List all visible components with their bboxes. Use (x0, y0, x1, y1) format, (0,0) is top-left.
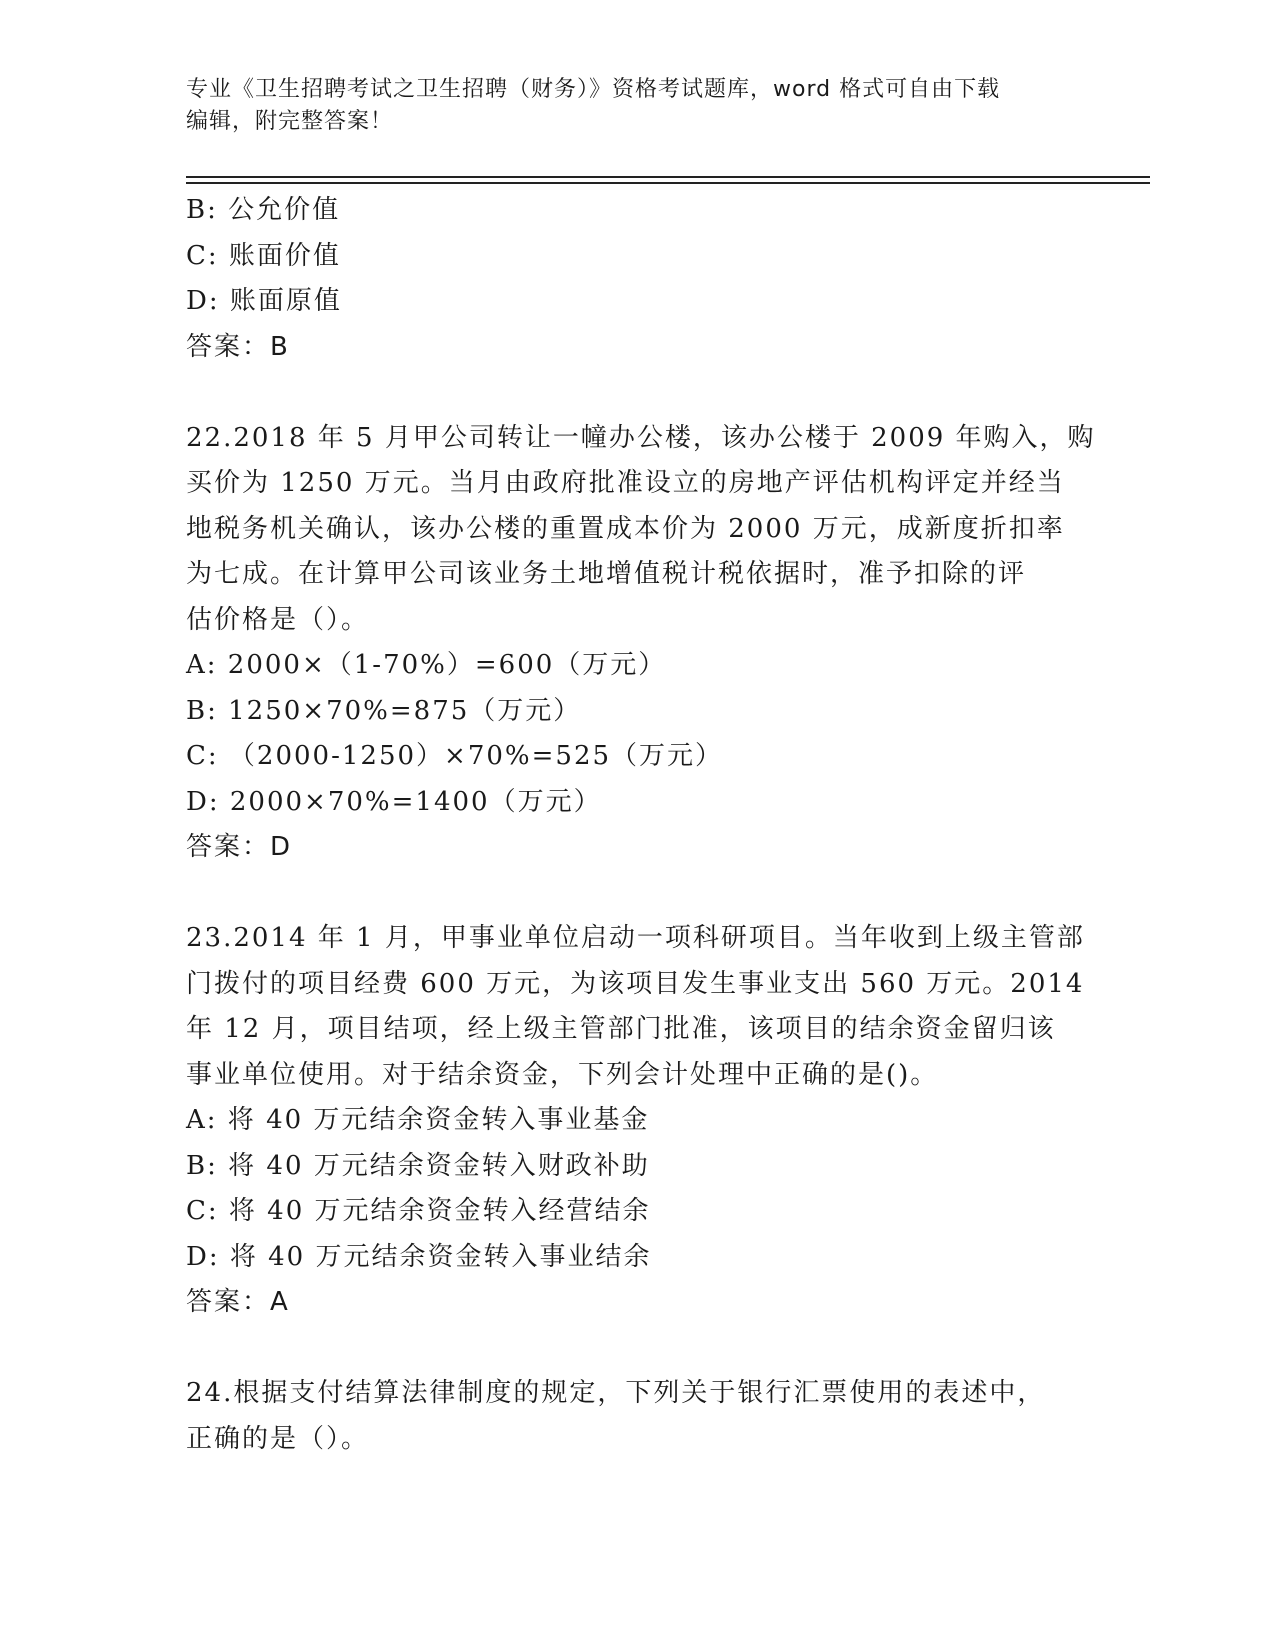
spacer (186, 370, 1086, 416)
question-22-text-line: 估价格是（）。 (186, 604, 370, 635)
document-header (186, 74, 1066, 138)
question-22-option-c: C: （2000-1250）×70%=525（万元） (186, 741, 724, 771)
header-divider-bottom (186, 182, 1150, 184)
question-24-text-line: 24.根据支付结算法律制度的规定，下列关于银行汇票使用的表述中， (186, 1378, 1046, 1408)
question-23-option-b: B: 将 40 万元结余资金转入财政补助 (186, 1150, 650, 1181)
question-22-option-b: B: 1250×70%=875（万元） (186, 695, 582, 726)
question-22-text-line: 为七成。在计算甲公司该业务土地增值税计税依据时，准予扣除的评 (186, 559, 1027, 589)
prev-question-answer: 答案：B (186, 331, 290, 362)
question-22-text-line: 买价为 1250 万元。当月由政府批准设立的房地产评估机构评定并经当 (186, 468, 1065, 498)
spacer (186, 1326, 1086, 1372)
question-22-option-a: A: 2000×（1-70%）=600（万元） (186, 650, 667, 680)
option-d: D: 账面原值 (186, 286, 342, 316)
question-22-text-line: 地税务机关确认，该办公楼的重置成本价为 2000 万元，成新度折扣率 (186, 513, 1065, 544)
question-23-text-line: 23.2014 年 1 月，甲事业单位启动一项科研项目。当年收到上级主管部 (186, 923, 1085, 953)
question-23-text-line: 事业单位使用。对于结余资金，下列会计处理中正确的是()。 (186, 1059, 939, 1090)
option-c: C: 账面价值 (186, 240, 341, 271)
question-23-answer: 答案：A (186, 1287, 290, 1317)
question-22 (186, 416, 1096, 871)
question-22-text-line: 22.2018 年 5 月甲公司转让一幢办公楼，该办公楼于 2009 年购入，购 (186, 422, 1096, 453)
question-23-text-line: 年 12 月，项目结项，经上级主管部门批准，该项目的结余资金留归该 (186, 1014, 1056, 1044)
question-23-option-d: D: 将 40 万元结余资金转入事业结余 (186, 1241, 652, 1272)
question-23-option-c: C: 将 40 万元结余资金转入经营结余 (186, 1196, 651, 1226)
option-b: B: 公允价值 (186, 195, 341, 225)
question-22-answer: 答案：D (186, 832, 293, 862)
spacer (186, 871, 1086, 917)
prev-question-options (186, 188, 1086, 325)
header-divider-top (186, 176, 1150, 178)
question-23 (186, 916, 1086, 1326)
question-22-option-d: D: 2000×70%=1400（万元） (186, 786, 602, 817)
question-23-option-a: A: 将 40 万元结余资金转入事业基金 (186, 1105, 650, 1135)
header-line-1: 专业《卫生招聘考试之卫生招聘（财务）》资格考试题库，word 格式可自由下载 (186, 77, 1001, 102)
header-line-2: 编辑，附完整答案！ (186, 109, 394, 134)
question-24 (186, 1371, 1086, 1462)
question-23-text-line: 门拨付的项目经费 600 万元，为该项目发生事业支出 560 万元。2014 (186, 968, 1085, 999)
document-body (186, 188, 1096, 1462)
question-24-text-line: 正确的是（）。 (186, 1423, 370, 1454)
